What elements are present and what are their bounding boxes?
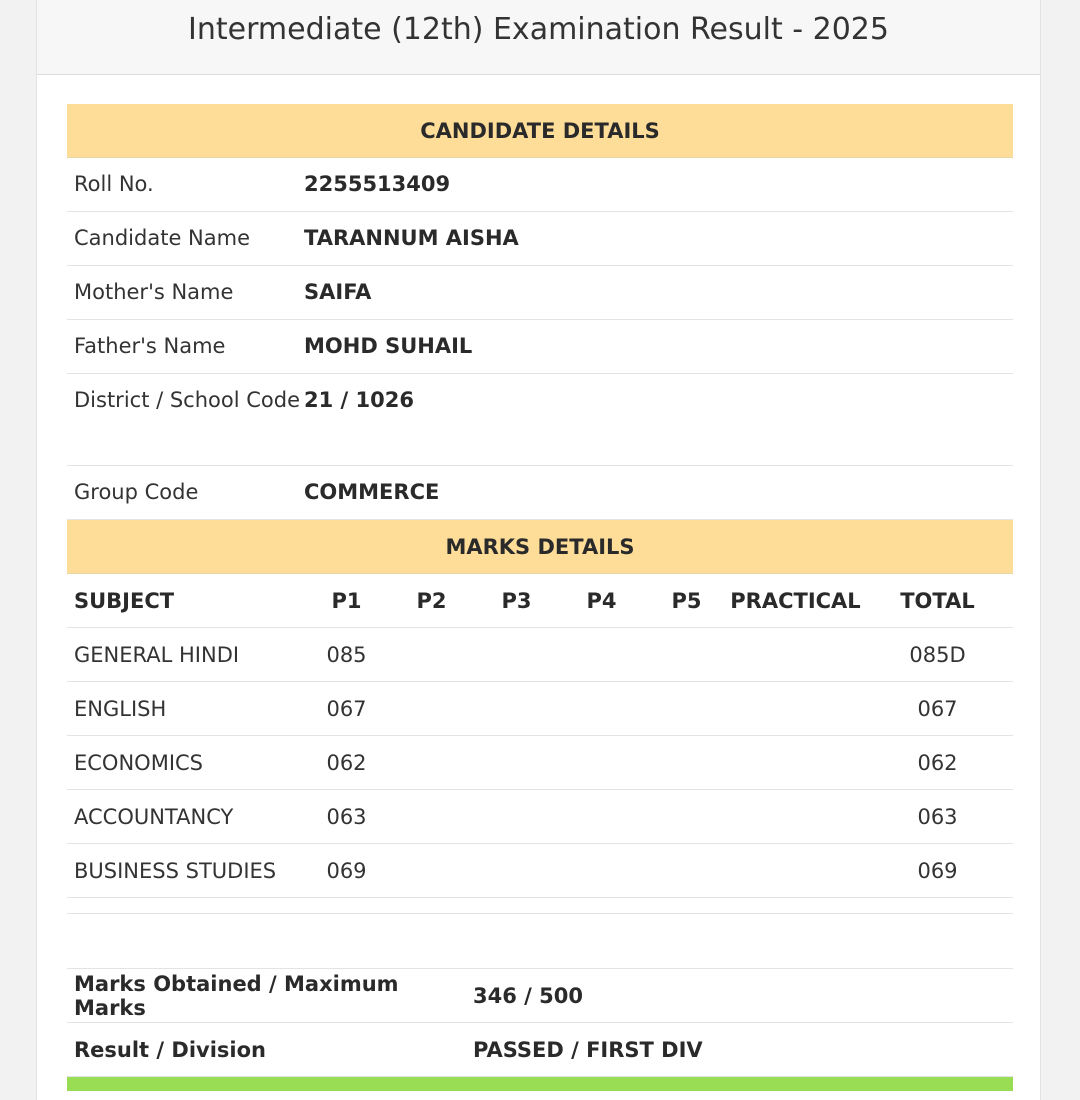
total-mark: 062: [917, 750, 958, 775]
mother-name-value: SAIFA: [304, 280, 372, 304]
p1-mark: 069: [326, 858, 367, 883]
roll-number-value: 2255513409: [304, 172, 451, 196]
p1-mark: 067: [326, 696, 367, 721]
roll-number-label: Roll No.: [74, 172, 154, 196]
p5-column-header: P5: [671, 588, 702, 613]
candidate-name-label: Candidate Name: [74, 226, 250, 250]
candidate-details-section: [67, 104, 1013, 914]
p1-mark: 063: [326, 804, 367, 829]
subject-name: ECONOMICS: [74, 750, 204, 775]
subject-name: BUSINESS STUDIES: [74, 858, 277, 883]
candidate-details-heading: CANDIDATE DETAILS: [67, 104, 1013, 158]
total-mark: 085D: [909, 642, 966, 667]
result-status-bar: [67, 1077, 1013, 1091]
father-name-label: Father's Name: [74, 334, 226, 358]
roll-number-row: [67, 158, 1013, 212]
result-division-value: PASSED / FIRST DIV: [473, 1037, 703, 1062]
result-division-row: [67, 1023, 1013, 1077]
table-row: [67, 682, 1013, 736]
subject-name: ENGLISH: [74, 696, 167, 721]
district-school-code-row: [67, 374, 1013, 466]
p3-column-header: P3: [501, 588, 532, 613]
result-card: [36, 0, 1041, 1100]
marks-obtained-label: Marks Obtained / Maximum Marks: [74, 971, 399, 1020]
marks-header-row: [67, 574, 1013, 628]
candidate-name-value: TARANNUM AISHA: [304, 226, 519, 250]
father-name-row: [67, 320, 1013, 374]
mother-name-label: Mother's Name: [74, 280, 234, 304]
result-summary: [67, 968, 1013, 1077]
page-title: Intermediate (12th) Examination Result - 2025: [37, 0, 1040, 75]
father-name-value: MOHD SUHAIL: [304, 334, 473, 358]
candidate-name-row: [67, 212, 1013, 266]
mother-name-row: [67, 266, 1013, 320]
marks-details-heading: MARKS DETAILS: [67, 520, 1013, 574]
subject-name: GENERAL HINDI: [74, 642, 240, 667]
table-row: [67, 628, 1013, 682]
result-division-label: Result / Division: [74, 1037, 266, 1062]
p1-mark: 085: [326, 642, 367, 667]
marks-obtained-row: [67, 969, 1013, 1023]
table-row: [67, 844, 1013, 898]
district-school-code-label: District / School Code: [74, 388, 301, 412]
subject-name: ACCOUNTANCY: [74, 804, 234, 829]
group-code-label: Group Code: [74, 480, 199, 504]
total-mark: 069: [917, 858, 958, 883]
table-row: [67, 790, 1013, 844]
p4-column-header: P4: [586, 588, 617, 613]
total-mark: 067: [917, 696, 958, 721]
divider: [67, 898, 1013, 914]
p2-column-header: P2: [416, 588, 447, 613]
subject-column-header: SUBJECT: [74, 588, 175, 613]
total-mark: 063: [917, 804, 958, 829]
group-code-row: [67, 466, 1013, 520]
total-column-header: TOTAL: [900, 588, 975, 613]
p1-mark: 062: [326, 750, 367, 775]
marks-obtained-value: 346 / 500: [473, 983, 583, 1008]
district-school-code-value: 21 / 1026: [304, 388, 414, 412]
group-code-value: COMMERCE: [304, 480, 440, 504]
p1-column-header: P1: [331, 588, 362, 613]
practical-column-header: PRACTICAL: [730, 588, 861, 613]
table-row: [67, 736, 1013, 790]
